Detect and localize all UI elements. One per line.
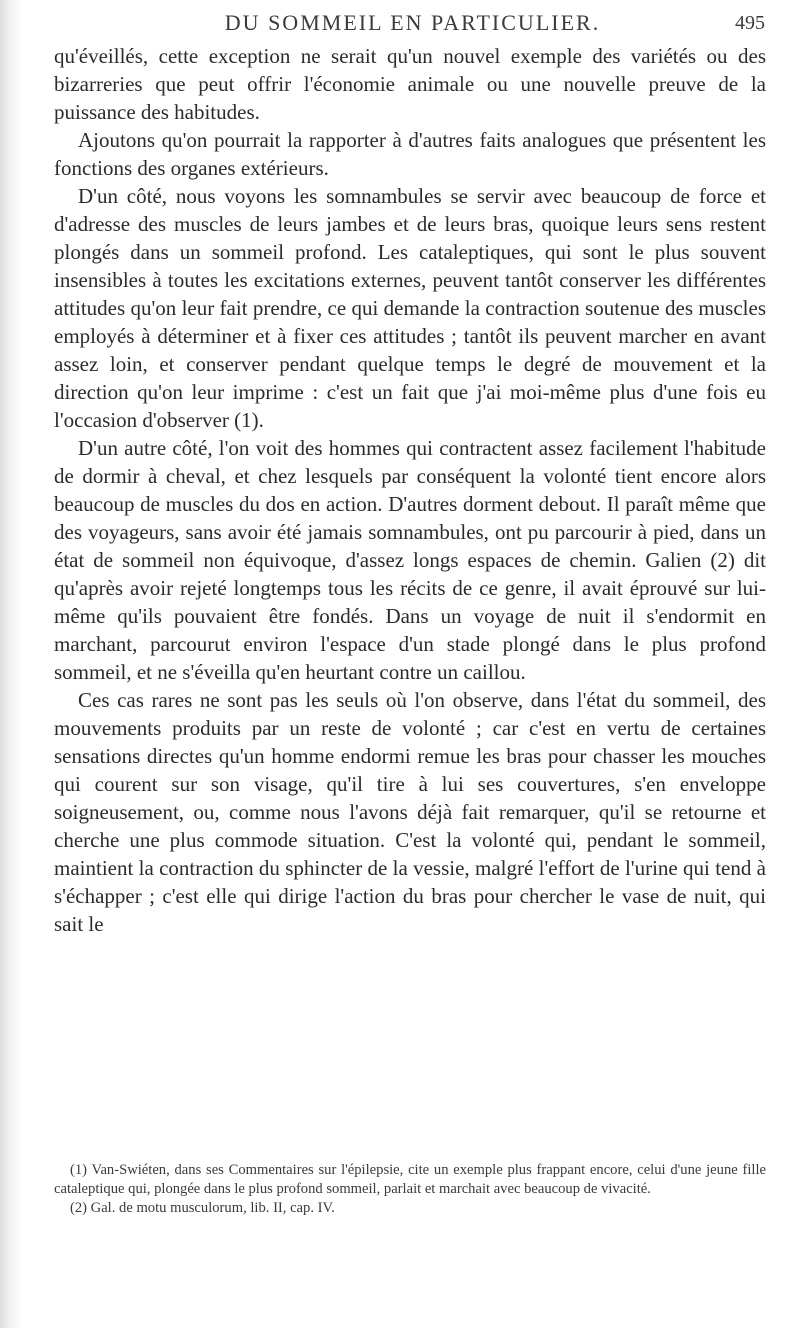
footnote-1: (1) Van-Swiéten, dans ses Commentaires sur l'épilepsie, cite un exemple plus frappant encore, celui d'une jeune fille cataleptique qui, plongée dans le plus profond sommeil, parlait et marchait avec beaucoup de vivacité. <box>54 1162 766 1197</box>
running-head: DU SOMMEIL EN PARTICULIER. <box>224 10 601 35</box>
paragraph: D'un côté, nous voyons les somnambules se servir avec beaucoup de force et d'adresse des muscles de leurs jambes et de leurs bras, quoique leurs sens restent plongés dans un sommeil profond. Les cataleptiques, qui sont le plus souvent insensibles à toutes les excitations externes, peuvent tantôt conserver les différentes attitudes qu'on leur fait prendre, ce qui demande la contraction soutenue des muscles employés à déterminer et à fixer ces attitudes ; tantôt ils peuvent marcher en avant assez loin, et conserver pendant quelque temps le degré de mouvement et la direction qu'on leur imprime : c'est un fait que j'ai moi-même plus d'une fois eu l'occasion d'observer (1). <box>54 184 766 432</box>
paragraph: Ajoutons qu'on pourrait la rapporter à d'autres faits analogues que présentent les fonctions des organes extérieurs. <box>54 128 766 180</box>
page-number: 495 <box>735 12 765 34</box>
footnotes <box>54 1161 766 1218</box>
paragraph: D'un autre côté, l'on voit des hommes qui contractent assez facilement l'habitude de dormir à cheval, et chez lesquels par conséquent la volonté tient encore alors beaucoup de muscles du dos en action. D'autres dorment debout. Il paraît même que des voyageurs, sans avoir été jamais somnambules, ont pu parcourir à pied, dans un état de sommeil non équivoque, d'assez longs espaces de chemin. Galien (2) dit qu'après avoir rejeté longtemps tous les récits de ce genre, il avait éprouvé sur lui-même qu'ils pouvaient être fondés. Dans un voyage de nuit il s'endormit en marchant, parcourut environ l'espace d'un stade plongé dans le plus profond sommeil, et ne s'éveilla qu'en heurtant contre un caillou. <box>54 436 766 684</box>
footnote-2: (2) Gal. de motu musculorum, lib. II, cap. IV. <box>70 1200 335 1216</box>
page-header <box>60 8 765 42</box>
body-text <box>54 42 766 938</box>
paragraph-continuation: qu'éveillés, cette exception ne serait qu'un nouvel exemple des variétés ou des bizarreries que peut offrir l'économie animale ou une nouvelle preuve de la puissance des habitudes. <box>54 44 766 124</box>
paragraph: Ces cas rares ne sont pas les seuls où l'on observe, dans l'état du sommeil, des mouvements produits par un reste de volonté ; car c'est en vertu de certaines sensations directes qu'un homme endormi remue les bras pour chasser les mouches qui courent sur son visage, qu'il tire à lui ses couvertures, s'en enveloppe soigneusement, ou, comme nous l'avons déjà fait remarquer, qu'il se retourne et cherche une plus commode situation. C'est la volonté qui, pendant le sommeil, maintient la contraction du sphincter de la vessie, malgré l'effort de l'urine qui tend à s'échapper ; c'est elle qui dirige l'action du bras pour chercher le vase de nuit, qui sait le <box>54 688 766 936</box>
